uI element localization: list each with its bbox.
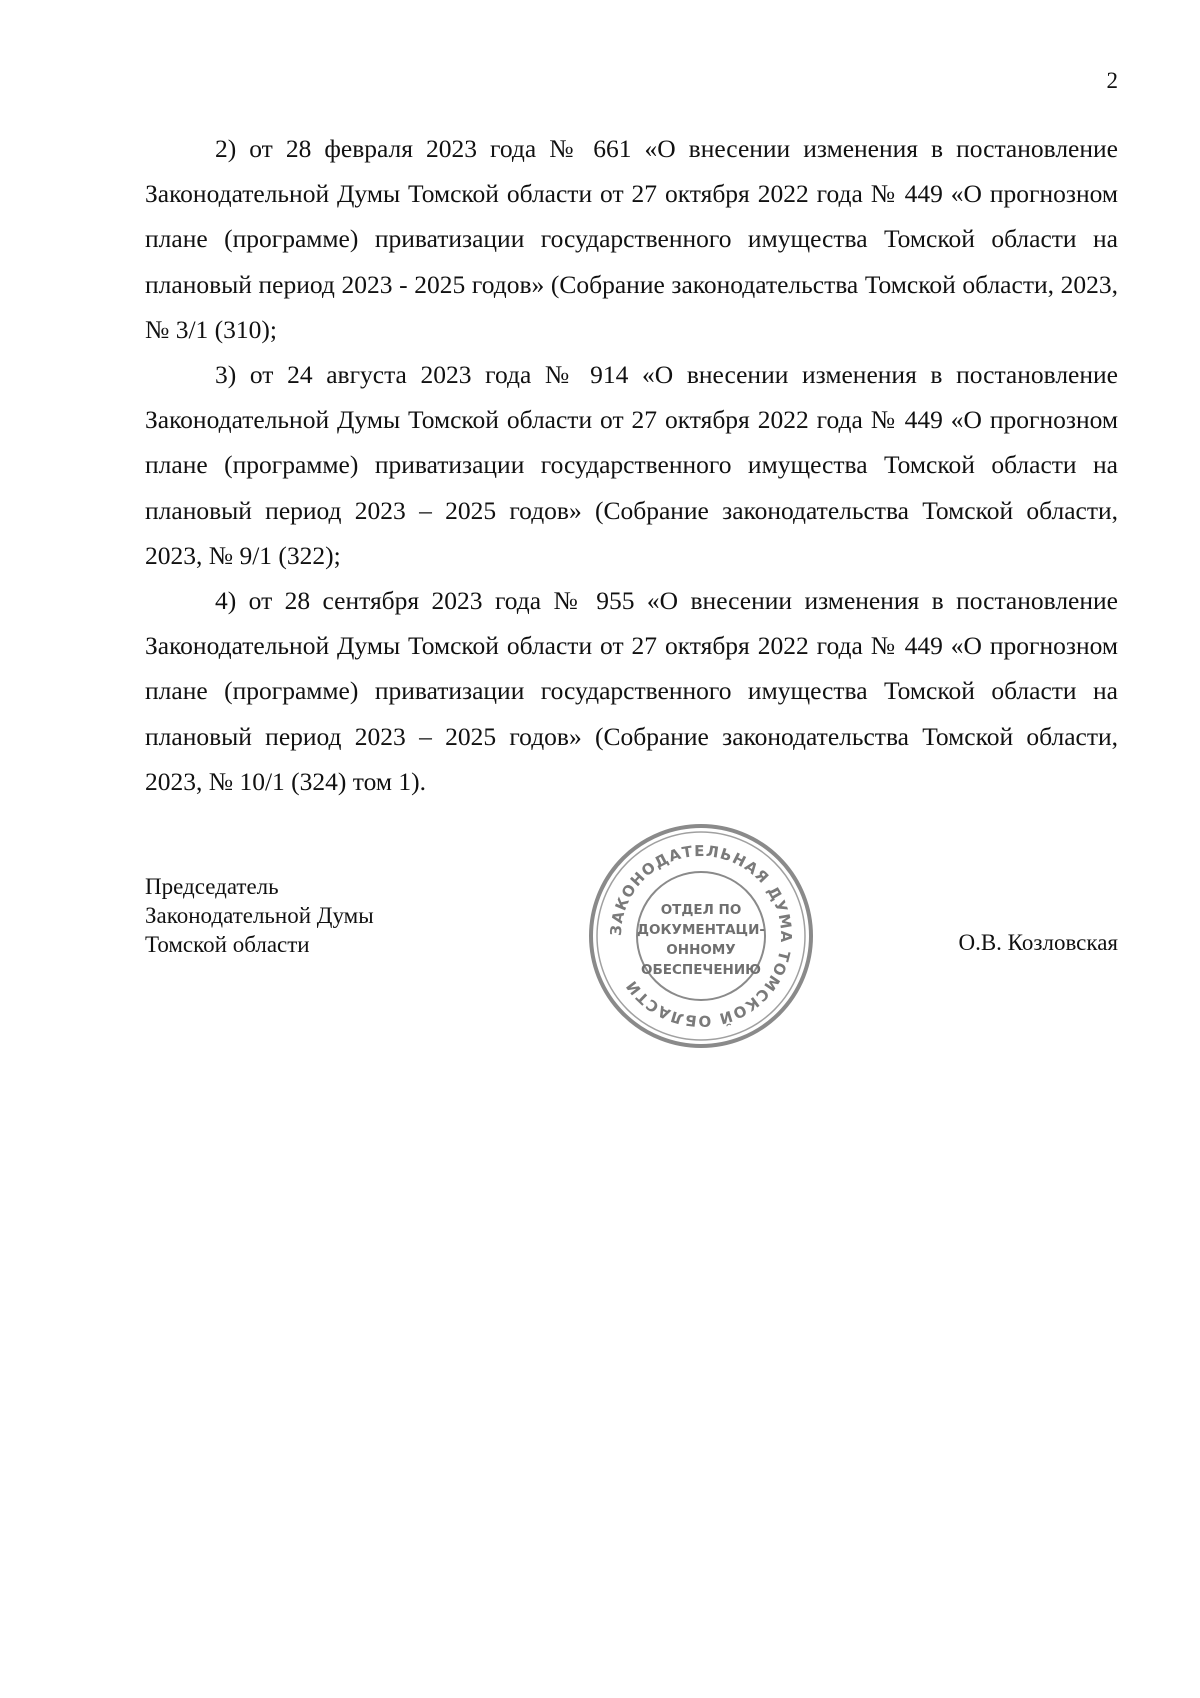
paragraph-item-4: 4) от 28 сентября 2023 года № 955 «О внесении изменения в постановление Законодательной Думы Томской области от 27 октября 2022 года № 449 «О прогнозном плане (программе) приватизации государственного имущества Томской области на плановый период 2023 – 2025 годов» (Собрание законодательства Томской области, 2023, № 10/1 (324) том 1). [145,586,1118,796]
paragraph-item-3: 3) от 24 августа 2023 года № 914 «О внесении изменения в постановление Законодательной Думы Томской области от 27 октября 2022 года № 449 «О прогнозном плане (программе) приватизации государственного имущества Томской области на плановый период 2023 – 2025 годов» (Собрание законодательства Томской области, 2023, № 9/1 (322); [145,360,1118,570]
signer-title-line: Томской области [145,932,310,957]
signer-title-line: Законодательной Думы [145,903,374,928]
signer-title-line: Председатель [145,874,279,899]
signature-block [145,872,374,959]
seal-center-line: ОБЕСПЕЧЕНИЮ [641,962,761,978]
seal-graphic [583,818,819,1054]
document-body [145,126,1118,804]
seal-ring-text: ЗАКОНОДАТЕЛЬНАЯ ДУМА ТОМСКОЙ ОБЛАСТИ [606,841,796,1031]
signer-name: О.В. Козловская [958,930,1118,955]
page-number: 2 [1106,68,1118,93]
seal-center-line: ДОКУМЕНТАЦИ- [637,922,765,938]
official-seal-stamp [583,818,819,1054]
seal-center-line: ОННОМУ [666,942,736,958]
seal-center-line: ОТДЕЛ ПО [660,902,742,918]
paragraph-item-2: 2) от 28 февраля 2023 года № 661 «О внесении изменения в постановление Законодательной Думы Томской области от 27 октября 2022 года № 449 «О прогнозном плане (программе) приватизации государственного имущества Томской области на плановый период 2023 - 2025 годов» (Собрание законодательства Томской области, 2023, № 3/1 (310); [145,134,1118,344]
